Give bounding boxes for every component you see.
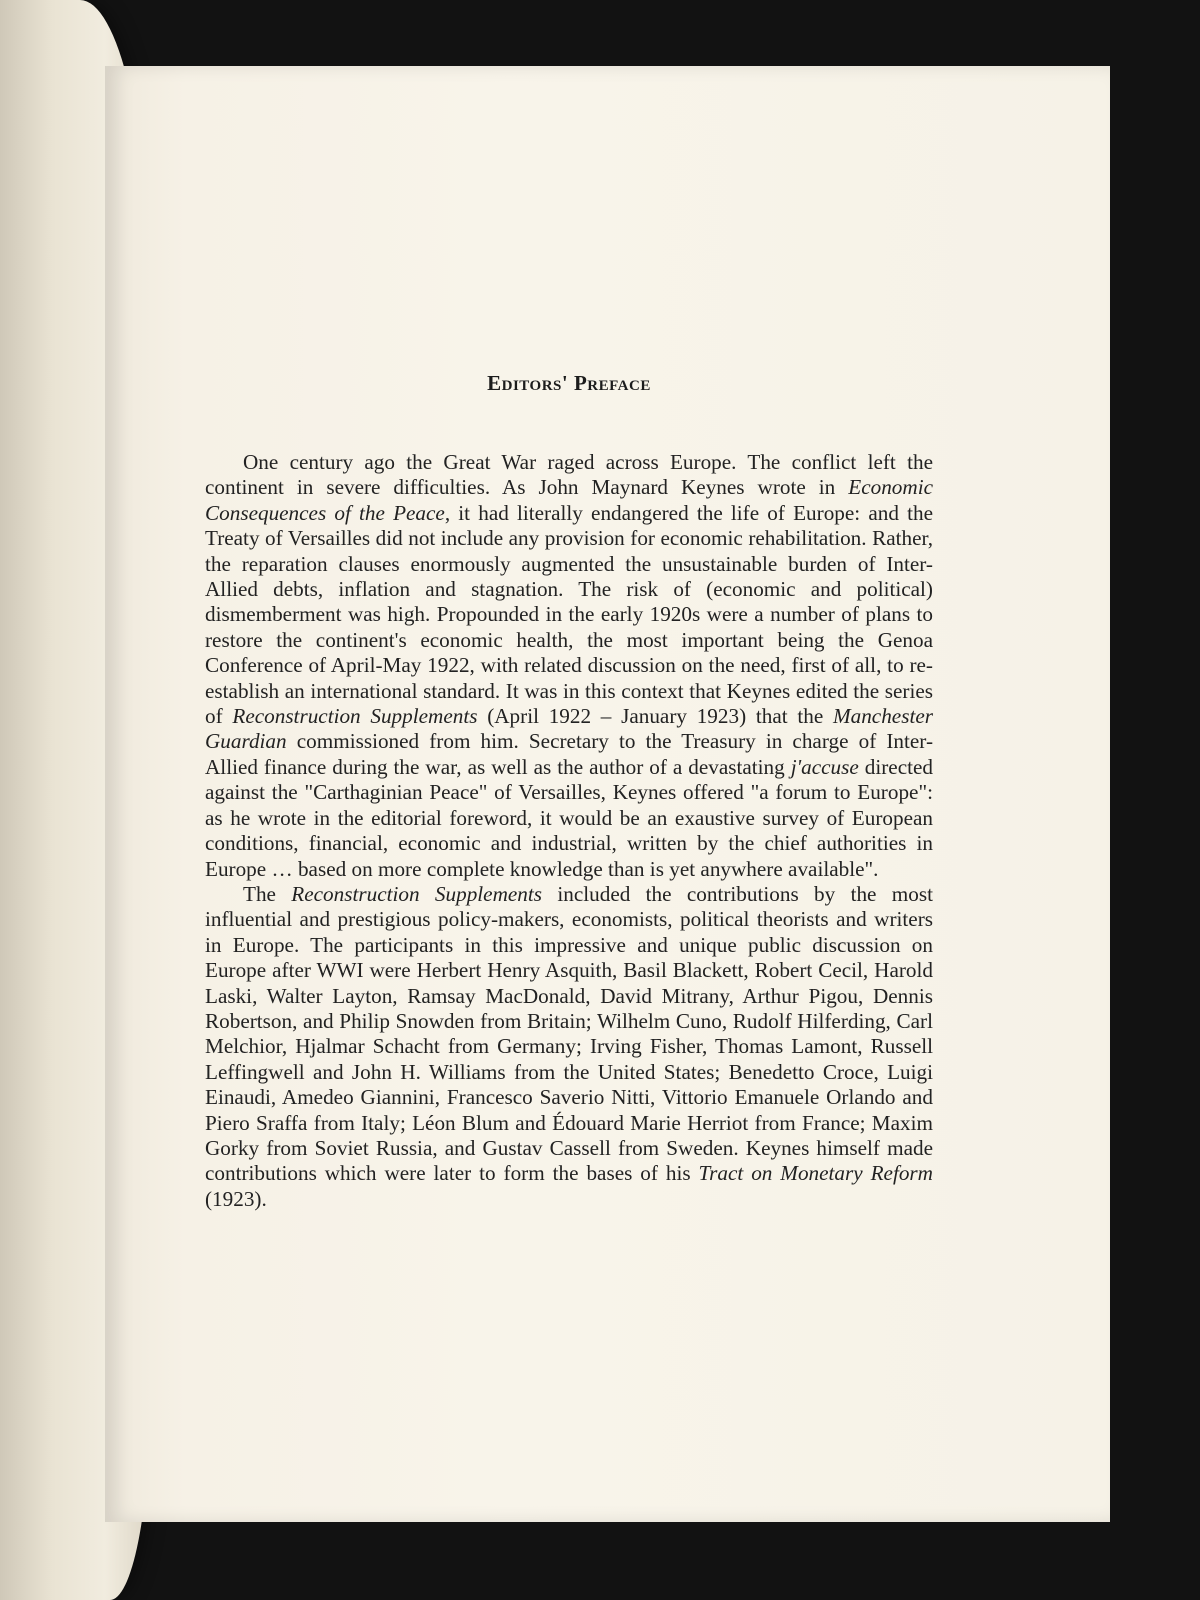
paragraph-2 [205,882,933,1212]
italic-title: j'accuse [790,754,859,779]
text-run: One century ago the Great War raged across Europe. The conflict left the continent in severe difficulties. As John Maynard Keynes wrote in [205,450,933,500]
italic-title: Reconstruction Supplements [232,704,478,729]
text-run: (April 1922 – January 1923) that the [477,704,833,729]
text-run: commissioned from him. Secretary to the Treasury in charge of Inter-Allied finance during the war, as well as the author of a devastating [205,729,933,779]
text-run: directed against the "Carthaginian Peace" of Versailles, Keynes offered "a forum to Europe": as he wrote in the editorial foreword, it would be an exaustive survey of European conditions, financial, economic and industrial, written by the chief authorities in Europe … based on more complete knowledge than is yet anywhere available". [205,754,933,881]
italic-title: Tract on Monetary Reform [698,1161,933,1186]
text-run: The [243,881,292,906]
paragraph-1 [205,450,933,882]
page-text-block [205,371,933,1212]
book-page [105,66,1110,1522]
italic-title: Economic Consequences of the Peace [205,475,933,525]
page-title: Editors' Preface [487,371,651,395]
italic-title: Reconstruction Supplements [291,881,543,906]
italic-title: Manchester Guardian [205,704,933,754]
text-run: (1923). [205,1186,267,1211]
text-run: , it had literally endangered the life of Europe: and the Treaty of Versailles did not include any provision for economic rehabilitation. Rather, the reparation clauses enormously augmented the unsustainable burden of Inter-Allied debts, inflation and stagnation. The risk of (economic and political) dismemberment was high. Propounded in the early 1920s were a number of plans to restore the continent's economic health, the most important being the Genoa Conference of April-May 1922, with related discussion on the need, first of all, to re-establish an international standard. It was in this context that Keynes edited the series of [205,500,933,729]
text-run: included the contributions by the most influential and prestigious policy-makers, economists, political theorists and writers in Europe. The participants in this impressive and unique public discussion on Europe after WWI were Herbert Henry Asquith, Basil Blackett, Robert Cecil, Harold Laski, Walter Layton, Ramsay MacDonald, David Mitrany, Arthur Pigou, Dennis Robertson, and Philip Snowden from Britain; Wilhelm Cuno, Rudolf Hilferding, Carl Melchior, Hjalmar Schacht from Germany; Irving Fisher, Thomas Lamont, Russell Leffingwell and John H. Williams from the United States; Benedetto Croce, Luigi Einaudi, Amedeo Giannini, Francesco Saverio Nitti, Vittorio Emanuele Orlando and Piero Sraffa from Italy; Léon Blum and Édouard Marie Herriot from France; Maxim Gorky from Soviet Russia, and Gustav Cassell from Sweden. Keynes himself made contributions which were later to form the bases of his [205,881,933,1186]
